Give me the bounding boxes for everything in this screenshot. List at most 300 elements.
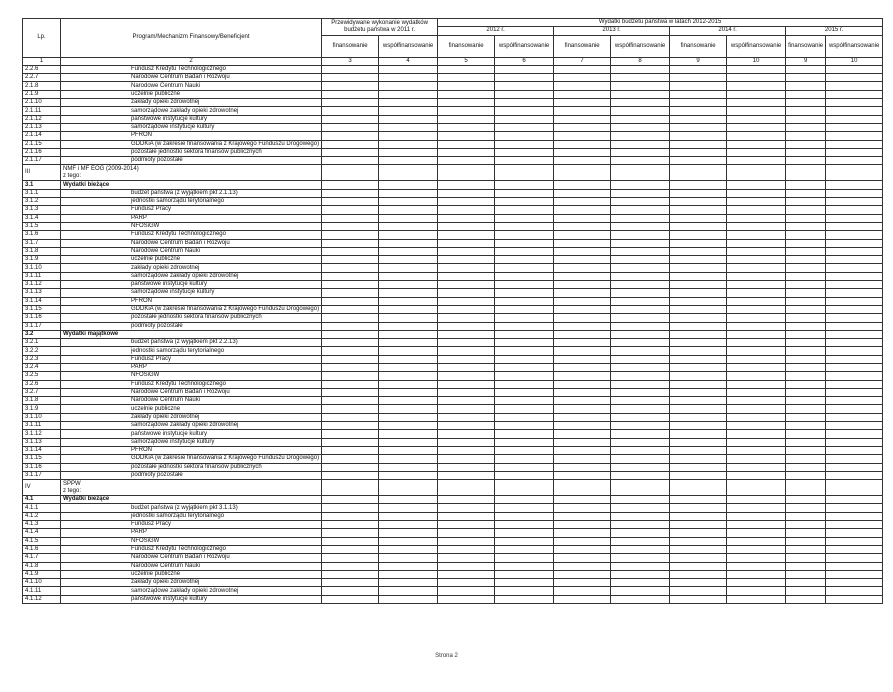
value-cell bbox=[322, 504, 379, 512]
value-cell bbox=[670, 413, 727, 421]
value-cell bbox=[670, 579, 727, 587]
value-cell bbox=[495, 272, 554, 280]
value-cell bbox=[495, 355, 554, 363]
value-cell bbox=[826, 438, 883, 446]
value-cell bbox=[670, 562, 727, 570]
value-cell bbox=[670, 471, 727, 479]
value-cell bbox=[611, 413, 670, 421]
value-cell bbox=[322, 297, 379, 305]
value-cell bbox=[495, 471, 554, 479]
value-cell bbox=[438, 422, 495, 430]
value-cell bbox=[727, 65, 786, 73]
value-cell bbox=[379, 140, 438, 148]
column-number: 10 bbox=[826, 57, 883, 65]
row-number: 4.1.2 bbox=[23, 512, 61, 520]
value-cell bbox=[438, 90, 495, 98]
value-cell bbox=[379, 289, 438, 297]
value-cell bbox=[379, 222, 438, 230]
value-cell bbox=[727, 554, 786, 562]
value-cell bbox=[322, 554, 379, 562]
value-cell bbox=[379, 272, 438, 280]
row-number: 2.1.17 bbox=[23, 157, 61, 165]
value-cell bbox=[611, 521, 670, 529]
value-cell bbox=[727, 388, 786, 396]
value-cell bbox=[670, 107, 727, 115]
row-number: 4.1.1 bbox=[23, 504, 61, 512]
value-cell bbox=[554, 579, 611, 587]
value-cell bbox=[826, 157, 883, 165]
value-cell bbox=[727, 281, 786, 289]
row-number: 3.1.9 bbox=[23, 256, 61, 264]
value-cell bbox=[554, 455, 611, 463]
value-cell bbox=[727, 264, 786, 272]
table-row bbox=[23, 463, 883, 471]
value-cell bbox=[727, 363, 786, 371]
value-cell bbox=[826, 189, 883, 197]
value-cell bbox=[379, 107, 438, 115]
value-cell bbox=[322, 496, 379, 504]
table-row bbox=[23, 123, 883, 131]
value-cell bbox=[611, 397, 670, 405]
value-cell bbox=[670, 496, 727, 504]
value-cell bbox=[727, 372, 786, 380]
value-cell bbox=[727, 570, 786, 578]
table-row bbox=[23, 198, 883, 206]
value-cell bbox=[670, 281, 727, 289]
value-cell bbox=[611, 480, 670, 496]
row-number: 4.1.12 bbox=[23, 595, 61, 603]
beneficiary-name: PFRON bbox=[61, 132, 322, 140]
value-cell bbox=[786, 99, 826, 107]
value-cell bbox=[727, 206, 786, 214]
value-cell bbox=[554, 322, 611, 330]
table-row bbox=[23, 330, 883, 338]
value-cell bbox=[438, 512, 495, 520]
value-cell bbox=[611, 281, 670, 289]
value-cell bbox=[826, 181, 883, 189]
row-number: 2.2.7 bbox=[23, 74, 61, 82]
value-cell bbox=[379, 455, 438, 463]
value-cell bbox=[786, 231, 826, 239]
value-cell bbox=[379, 198, 438, 206]
value-cell bbox=[611, 455, 670, 463]
beneficiary-name: pozostałe jednostki sektora finansów publicznych bbox=[61, 314, 322, 322]
value-cell bbox=[727, 455, 786, 463]
value-cell bbox=[611, 239, 670, 247]
row-number: 3.2.7 bbox=[23, 388, 61, 396]
table-row bbox=[23, 521, 883, 529]
value-cell bbox=[786, 463, 826, 471]
beneficiary-name: budżet państwa (z wyjątkiem pkt 2.1.13) bbox=[61, 189, 322, 197]
row-number: 2.1.9 bbox=[23, 90, 61, 98]
beneficiary-name: PFRON bbox=[61, 297, 322, 305]
beneficiary-name: Narodowe Centrum Nauki bbox=[61, 562, 322, 570]
value-cell bbox=[826, 65, 883, 73]
table-row bbox=[23, 595, 883, 603]
value-cell bbox=[670, 430, 727, 438]
value-cell bbox=[670, 181, 727, 189]
column-number: 9 bbox=[786, 57, 826, 65]
value-cell bbox=[379, 363, 438, 371]
value-cell bbox=[438, 455, 495, 463]
value-cell bbox=[727, 222, 786, 230]
value-cell bbox=[727, 471, 786, 479]
value-cell bbox=[495, 397, 554, 405]
value-cell bbox=[554, 471, 611, 479]
value-cell bbox=[554, 430, 611, 438]
value-cell bbox=[438, 297, 495, 305]
column-number: 3 bbox=[322, 57, 379, 65]
row-number: 2.1.12 bbox=[23, 115, 61, 123]
cofinancing-header: współfinansowanie bbox=[611, 35, 670, 57]
value-cell bbox=[670, 521, 727, 529]
value-cell bbox=[322, 189, 379, 197]
value-cell bbox=[495, 247, 554, 255]
value-cell bbox=[786, 74, 826, 82]
beneficiary-name: Fundusz Pracy bbox=[61, 355, 322, 363]
value-cell bbox=[786, 90, 826, 98]
value-cell bbox=[554, 123, 611, 131]
value-cell bbox=[727, 74, 786, 82]
value-cell bbox=[786, 504, 826, 512]
value-cell bbox=[495, 305, 554, 313]
table-row bbox=[23, 587, 883, 595]
row-number: 4.1 bbox=[23, 496, 61, 504]
table-row bbox=[23, 422, 883, 430]
year-2015-header: 2015 r. bbox=[786, 27, 883, 35]
value-cell bbox=[322, 570, 379, 578]
value-cell bbox=[670, 140, 727, 148]
value-cell bbox=[322, 123, 379, 131]
value-cell bbox=[727, 430, 786, 438]
value-cell bbox=[611, 99, 670, 107]
value-cell bbox=[826, 355, 883, 363]
value-cell bbox=[670, 157, 727, 165]
value-cell bbox=[438, 554, 495, 562]
row-number: 4.1.9 bbox=[23, 570, 61, 578]
value-cell bbox=[611, 198, 670, 206]
beneficiary-name: pozostałe jednostki sektora finansów publicznych bbox=[61, 463, 322, 471]
value-cell bbox=[438, 264, 495, 272]
beneficiary-name: Narodowe Centrum Badań i Rozwoju bbox=[61, 74, 322, 82]
value-cell bbox=[438, 438, 495, 446]
value-cell bbox=[611, 115, 670, 123]
value-cell bbox=[727, 239, 786, 247]
table-row bbox=[23, 107, 883, 115]
value-cell bbox=[495, 206, 554, 214]
row-number: 3.1.10 bbox=[23, 264, 61, 272]
value-cell bbox=[322, 231, 379, 239]
value-cell bbox=[786, 305, 826, 313]
value-cell bbox=[495, 231, 554, 239]
value-cell bbox=[727, 537, 786, 545]
value-cell bbox=[727, 90, 786, 98]
value-cell bbox=[495, 181, 554, 189]
value-cell bbox=[554, 422, 611, 430]
beneficiary-name: Narodowe Centrum Nauki bbox=[61, 247, 322, 255]
value-cell bbox=[495, 405, 554, 413]
beneficiary-name: państwowe instytucje kultury bbox=[61, 115, 322, 123]
beneficiary-name: Fundusz Kredytu Technologicznego bbox=[61, 380, 322, 388]
value-cell bbox=[322, 438, 379, 446]
value-cell bbox=[379, 480, 438, 496]
row-number: 4.1.7 bbox=[23, 554, 61, 562]
beneficiary-name: jednostki samorządu terytorialnego bbox=[61, 198, 322, 206]
value-cell bbox=[322, 537, 379, 545]
value-cell bbox=[727, 347, 786, 355]
value-cell bbox=[826, 405, 883, 413]
section-title: NMF i MF EOG (2009-2014) bbox=[63, 165, 139, 172]
column-number: 8 bbox=[611, 57, 670, 65]
value-cell bbox=[826, 239, 883, 247]
value-cell bbox=[786, 322, 826, 330]
value-cell bbox=[554, 165, 611, 181]
value-cell bbox=[826, 148, 883, 156]
row-number: 3.1.13 bbox=[23, 438, 61, 446]
row-number: 3.1.5 bbox=[23, 222, 61, 230]
value-cell bbox=[438, 372, 495, 380]
value-cell bbox=[611, 247, 670, 255]
value-cell bbox=[786, 388, 826, 396]
value-cell bbox=[786, 314, 826, 322]
value-cell bbox=[379, 355, 438, 363]
value-cell bbox=[379, 65, 438, 73]
year-2013-header: 2013 r. bbox=[554, 27, 670, 35]
value-cell bbox=[554, 388, 611, 396]
value-cell bbox=[611, 189, 670, 197]
table-row bbox=[23, 165, 883, 181]
value-cell bbox=[322, 256, 379, 264]
value-cell bbox=[322, 430, 379, 438]
value-cell bbox=[786, 181, 826, 189]
value-cell bbox=[495, 99, 554, 107]
beneficiary-name: samorządowe zakłady opieki zdrowotnej bbox=[61, 272, 322, 280]
table-row bbox=[23, 438, 883, 446]
value-cell bbox=[438, 289, 495, 297]
value-cell bbox=[611, 74, 670, 82]
value-cell bbox=[495, 562, 554, 570]
value-cell bbox=[670, 480, 727, 496]
value-cell bbox=[611, 422, 670, 430]
table-row bbox=[23, 339, 883, 347]
table-row bbox=[23, 413, 883, 421]
value-cell bbox=[670, 206, 727, 214]
value-cell bbox=[322, 107, 379, 115]
table-row bbox=[23, 504, 883, 512]
value-cell bbox=[786, 107, 826, 115]
value-cell bbox=[727, 123, 786, 131]
value-cell bbox=[438, 256, 495, 264]
value-cell bbox=[379, 115, 438, 123]
value-cell bbox=[322, 529, 379, 537]
value-cell bbox=[727, 189, 786, 197]
value-cell bbox=[438, 537, 495, 545]
beneficiary-name: PARP bbox=[61, 529, 322, 537]
value-cell bbox=[826, 165, 883, 181]
beneficiary-name: Wydatki majątkowe bbox=[61, 330, 322, 338]
value-cell bbox=[727, 545, 786, 553]
table-row bbox=[23, 529, 883, 537]
column-number: 6 bbox=[495, 57, 554, 65]
row-number: 4.1.6 bbox=[23, 545, 61, 553]
row-number: IV bbox=[23, 480, 61, 496]
value-cell bbox=[786, 157, 826, 165]
value-cell bbox=[554, 65, 611, 73]
value-cell bbox=[495, 430, 554, 438]
value-cell bbox=[379, 330, 438, 338]
row-number: 4.1.5 bbox=[23, 537, 61, 545]
table-row bbox=[23, 512, 883, 520]
value-cell bbox=[438, 206, 495, 214]
value-cell bbox=[727, 314, 786, 322]
value-cell bbox=[379, 554, 438, 562]
row-number: 2.1.15 bbox=[23, 140, 61, 148]
value-cell bbox=[727, 521, 786, 529]
value-cell bbox=[438, 529, 495, 537]
row-number: 2.2.6 bbox=[23, 65, 61, 73]
value-cell bbox=[379, 388, 438, 396]
row-number: 2.1.13 bbox=[23, 123, 61, 131]
value-cell bbox=[322, 405, 379, 413]
value-cell bbox=[727, 397, 786, 405]
value-cell bbox=[611, 595, 670, 603]
value-cell bbox=[670, 595, 727, 603]
value-cell bbox=[379, 347, 438, 355]
value-cell bbox=[438, 272, 495, 280]
table-row bbox=[23, 140, 883, 148]
value-cell bbox=[379, 579, 438, 587]
row-number: 2.1.16 bbox=[23, 148, 61, 156]
value-cell bbox=[438, 115, 495, 123]
row-number: 3.2.5 bbox=[23, 372, 61, 380]
beneficiary-name: samorządowe zakłady opieki zdrowotnej bbox=[61, 422, 322, 430]
value-cell bbox=[611, 512, 670, 520]
beneficiary-name: Narodowe Centrum Nauki bbox=[61, 82, 322, 90]
value-cell bbox=[786, 347, 826, 355]
value-cell bbox=[438, 82, 495, 90]
value-cell bbox=[379, 438, 438, 446]
value-cell bbox=[786, 512, 826, 520]
value-cell bbox=[379, 595, 438, 603]
value-cell bbox=[727, 132, 786, 140]
row-number: 3.1.10 bbox=[23, 413, 61, 421]
value-cell bbox=[554, 74, 611, 82]
value-cell bbox=[554, 413, 611, 421]
value-cell bbox=[554, 148, 611, 156]
table-row bbox=[23, 496, 883, 504]
value-cell bbox=[554, 504, 611, 512]
value-cell bbox=[438, 413, 495, 421]
value-cell bbox=[379, 537, 438, 545]
value-cell bbox=[826, 264, 883, 272]
value-cell bbox=[322, 206, 379, 214]
value-cell bbox=[611, 305, 670, 313]
table-row bbox=[23, 471, 883, 479]
value-cell bbox=[554, 529, 611, 537]
value-cell bbox=[786, 372, 826, 380]
value-cell bbox=[495, 74, 554, 82]
value-cell bbox=[379, 322, 438, 330]
table-row bbox=[23, 132, 883, 140]
value-cell bbox=[727, 463, 786, 471]
value-cell bbox=[727, 297, 786, 305]
beneficiary-name: Fundusz Pracy bbox=[61, 521, 322, 529]
row-number: 3.1.8 bbox=[23, 247, 61, 255]
value-cell bbox=[495, 123, 554, 131]
value-cell bbox=[438, 545, 495, 553]
value-cell bbox=[727, 289, 786, 297]
value-cell bbox=[611, 339, 670, 347]
value-cell bbox=[438, 330, 495, 338]
program-header: Program/Mechanizm Finansowy/Beneficjent bbox=[61, 19, 322, 58]
value-cell bbox=[670, 438, 727, 446]
row-number: 3.2 bbox=[23, 330, 61, 338]
value-cell bbox=[379, 189, 438, 197]
value-cell bbox=[438, 579, 495, 587]
value-cell bbox=[322, 165, 379, 181]
row-number: 3.1.16 bbox=[23, 314, 61, 322]
value-cell bbox=[438, 595, 495, 603]
value-cell bbox=[438, 165, 495, 181]
value-cell bbox=[786, 537, 826, 545]
value-cell bbox=[495, 570, 554, 578]
value-cell bbox=[670, 372, 727, 380]
value-cell bbox=[322, 247, 379, 255]
value-cell bbox=[554, 281, 611, 289]
value-cell bbox=[611, 463, 670, 471]
forecast-2011-header: Przewidywane wykonanie wydatków budżetu państwa w 2011 r. bbox=[322, 19, 438, 36]
value-cell bbox=[670, 132, 727, 140]
value-cell bbox=[826, 504, 883, 512]
value-cell bbox=[826, 198, 883, 206]
value-cell bbox=[670, 189, 727, 197]
beneficiary-name: samorządowe instytucje kultury bbox=[61, 123, 322, 131]
value-cell bbox=[670, 231, 727, 239]
column-number: 2 bbox=[61, 57, 322, 65]
table-row bbox=[23, 272, 883, 280]
value-cell bbox=[611, 504, 670, 512]
value-cell bbox=[670, 339, 727, 347]
value-cell bbox=[322, 380, 379, 388]
value-cell bbox=[495, 363, 554, 371]
value-cell bbox=[438, 189, 495, 197]
row-number: 3.1.15 bbox=[23, 455, 61, 463]
value-cell bbox=[438, 74, 495, 82]
value-cell bbox=[379, 529, 438, 537]
value-cell bbox=[611, 587, 670, 595]
value-cell bbox=[379, 214, 438, 222]
value-cell bbox=[322, 65, 379, 73]
value-cell bbox=[611, 529, 670, 537]
value-cell bbox=[786, 264, 826, 272]
value-cell bbox=[727, 422, 786, 430]
value-cell bbox=[727, 214, 786, 222]
section-subtitle: z tego: bbox=[63, 487, 82, 494]
value-cell bbox=[786, 256, 826, 264]
value-cell bbox=[379, 339, 438, 347]
beneficiary-name: Narodowe Centrum Nauki bbox=[61, 397, 322, 405]
value-cell bbox=[670, 322, 727, 330]
value-cell bbox=[727, 272, 786, 280]
value-cell bbox=[438, 471, 495, 479]
value-cell bbox=[379, 545, 438, 553]
value-cell bbox=[611, 355, 670, 363]
table-row bbox=[23, 90, 883, 98]
value-cell bbox=[786, 140, 826, 148]
value-cell bbox=[438, 99, 495, 107]
beneficiary-name: samorządowe instytucje kultury bbox=[61, 289, 322, 297]
value-cell bbox=[611, 272, 670, 280]
